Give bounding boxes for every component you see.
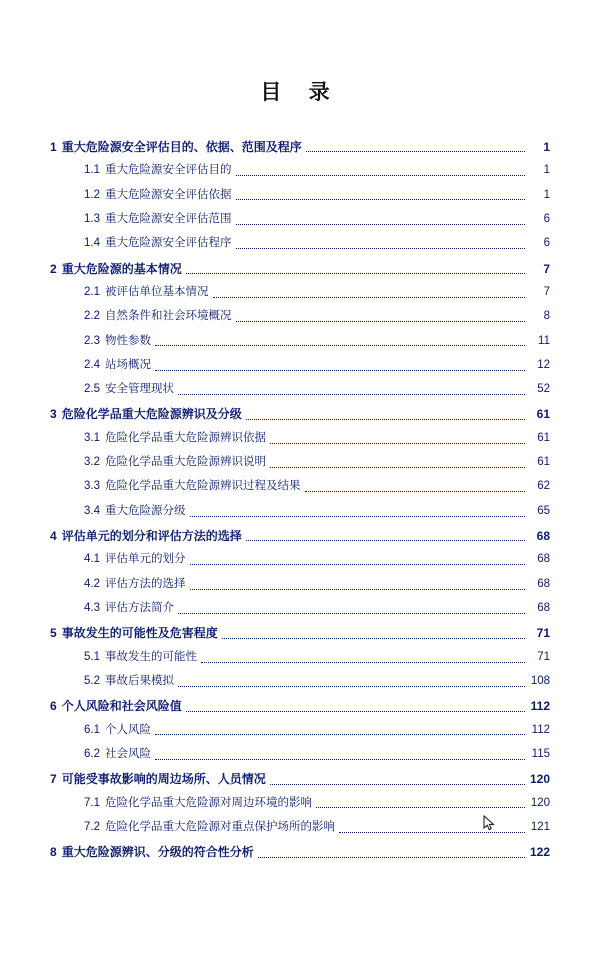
- toc-entry-number: 1.1: [84, 164, 100, 177]
- toc-entry[interactable]: [50, 359, 550, 373]
- toc-entry-page: 11: [538, 334, 550, 347]
- toc-leader-dots: [178, 685, 525, 687]
- toc-leader-dots: [246, 418, 525, 420]
- toc-entry[interactable]: [50, 772, 550, 786]
- toc-entry-label: 危险化学品重大危险源对重点保护场所的影响: [105, 820, 335, 833]
- toc-leader-dots: [222, 637, 525, 639]
- toc-entry-number: 6.2: [84, 747, 100, 760]
- toc-entry-label: 重大危险源安全评估目的、依据、范围及程序: [61, 140, 302, 154]
- toc-entry[interactable]: [50, 699, 550, 713]
- toc-entry-label: 被评估单位基本情况: [105, 285, 209, 298]
- toc-leader-dots: [186, 272, 525, 274]
- toc-entry-page: 122: [529, 845, 550, 860]
- toc-entry-label: 安全管理现状: [105, 383, 174, 396]
- toc-entry[interactable]: [50, 626, 550, 640]
- toc-entry[interactable]: [50, 845, 550, 859]
- toc-entry-number: 4.1: [84, 553, 100, 566]
- toc-entry[interactable]: [50, 432, 550, 446]
- toc-entry-label: 危险化学品重大危险源辨识过程及结果: [105, 480, 301, 493]
- toc-entry-page: 6: [543, 212, 550, 225]
- toc-leader-dots: [339, 831, 525, 833]
- toc-entry-page: 61: [536, 407, 550, 422]
- toc-entry-page: 115: [531, 747, 550, 760]
- toc-entry[interactable]: [50, 407, 550, 421]
- toc-entry[interactable]: [50, 529, 550, 543]
- toc-leader-dots: [155, 369, 525, 371]
- toc-entry-page: 71: [537, 650, 550, 663]
- toc-entry-label: 评估单元的划分: [105, 553, 186, 566]
- toc-entry-label: 个人风险: [105, 723, 151, 736]
- toc-entry[interactable]: [50, 456, 550, 470]
- toc-entry[interactable]: [50, 797, 550, 811]
- toc-entry-page: 121: [530, 820, 550, 833]
- toc-entry[interactable]: [50, 140, 550, 154]
- toc-leader-dots: [186, 710, 525, 712]
- toc-entry-page: 112: [531, 723, 550, 736]
- toc-entry[interactable]: [50, 335, 550, 349]
- toc-entry[interactable]: [50, 821, 550, 835]
- toc-entry-label: 评估单元的划分和评估方法的选择: [61, 529, 242, 544]
- toc-entry-number: 2.1: [84, 285, 100, 298]
- toc-entry-number: 4.3: [84, 602, 100, 615]
- toc-entry-page: 12: [537, 358, 550, 371]
- toc-leader-dots: [270, 466, 525, 468]
- toc-entry-page: 112: [530, 699, 550, 714]
- toc-entry-number: 8: [50, 845, 57, 860]
- toc-leader-dots: [270, 783, 525, 785]
- toc-entry-page: 68: [537, 602, 550, 615]
- toc-leader-dots: [178, 393, 525, 395]
- toc-entry-page: 6: [543, 237, 550, 250]
- toc-entry[interactable]: [50, 189, 550, 203]
- toc-entry-number: 2.4: [84, 358, 100, 371]
- toc-leader-dots: [155, 733, 525, 735]
- toc-leader-dots: [190, 515, 526, 517]
- toc-entry[interactable]: [50, 553, 550, 567]
- toc-entry-page: 8: [543, 310, 550, 323]
- toc-entry-number: 3.2: [84, 456, 100, 469]
- toc-entry-page: 71: [536, 626, 550, 641]
- toc-entry-label: 危险化学品重大危险源辨识及分级: [61, 407, 242, 422]
- toc-entry-label: 重大危险源安全评估程序: [105, 237, 232, 250]
- toc-entry-page: 61: [537, 456, 550, 469]
- toc-entry-number: 5.2: [84, 675, 100, 687]
- toc-entry-page: 68: [536, 529, 550, 544]
- toc-leader-dots: [236, 223, 526, 225]
- toc-entry-page: 68: [537, 577, 550, 590]
- toc-entry-number: 1.4: [84, 237, 100, 250]
- toc-entry-label: 危险化学品重大危险源对周边环境的影响: [105, 796, 312, 809]
- toc-entry-label: 重大危险源安全评估范围: [105, 212, 232, 225]
- toc-entry-label: 危险化学品重大危险源辨识依据: [105, 431, 266, 444]
- toc-entry-page: 120: [529, 772, 550, 787]
- toc-entry-number: 4.2: [84, 577, 100, 590]
- toc-entry-label: 个人风险和社会风险值: [61, 699, 182, 714]
- toc-entry-page: 65: [537, 504, 550, 517]
- toc-entry-number: 6.1: [84, 723, 100, 736]
- toc-leader-dots: [270, 442, 525, 444]
- toc-entry-label: 评估方法的选择: [105, 577, 186, 590]
- page-title: 目 录: [260, 79, 340, 104]
- toc-entry-number: 4: [50, 529, 57, 544]
- toc-entry-label: 事故发生的可能性及危害程度: [61, 626, 218, 641]
- toc-entry-page: 62: [537, 480, 550, 493]
- toc-leader-dots: [306, 150, 525, 152]
- toc-leader-dots: [236, 198, 526, 200]
- toc-entry-label: 站场概况: [105, 358, 151, 371]
- toc-entry-number: 5.1: [84, 650, 100, 663]
- toc-leader-dots: [305, 490, 526, 492]
- toc-entry-number: 5: [50, 626, 57, 641]
- toc-leader-dots: [190, 588, 526, 590]
- toc-leader-dots: [236, 247, 526, 249]
- toc-entry[interactable]: [50, 262, 550, 276]
- toc-entry-label: 重大危险源辨识、分级的符合性分析: [61, 845, 254, 860]
- toc-entry-page: 68: [537, 553, 550, 566]
- toc-entry[interactable]: [50, 578, 550, 592]
- toc-entry-number: 7.2: [84, 820, 100, 833]
- toc-entry-number: 2.3: [84, 334, 100, 347]
- toc-entry-page: 7: [543, 261, 550, 276]
- toc-entry-label: 社会风险: [105, 747, 151, 760]
- toc-entry-label: 物性参数: [105, 334, 151, 347]
- toc-entry[interactable]: [50, 286, 550, 300]
- toc-entry-page: 52: [537, 383, 550, 396]
- toc-leader-dots: [155, 758, 525, 760]
- toc-entry[interactable]: [50, 164, 550, 178]
- toc-leader-dots: [236, 320, 526, 322]
- toc-entry-page: 61: [537, 431, 550, 444]
- toc-entry-label: 重大危险源的基本情况: [61, 261, 182, 276]
- toc-leader-dots: [178, 612, 525, 614]
- toc-entry-page: 7: [543, 285, 550, 298]
- toc-entry[interactable]: [50, 675, 550, 689]
- toc-leader-dots: [201, 661, 525, 663]
- toc-leader-dots: [316, 806, 525, 808]
- toc-entry-label: 危险化学品重大危险源辨识说明: [105, 456, 266, 469]
- toc-entry-number: 7: [50, 772, 57, 787]
- toc-entry-label: 自然条件和社会环境概况: [105, 310, 232, 323]
- table-of-contents: [50, 140, 550, 860]
- toc-entry[interactable]: [50, 724, 550, 738]
- toc-entry-number: 3.4: [84, 504, 100, 517]
- toc-entry-number: 3.3: [84, 480, 100, 493]
- toc-entry-number: 2: [50, 261, 57, 276]
- toc-entry[interactable]: [50, 310, 550, 324]
- toc-leader-dots: [236, 174, 526, 176]
- toc-entry-page: 120: [530, 796, 550, 809]
- toc-leader-dots: [213, 296, 526, 298]
- toc-leader-dots: [155, 344, 525, 346]
- toc-entry[interactable]: [50, 237, 550, 251]
- toc-entry[interactable]: [50, 602, 550, 616]
- toc-entry-page: 108: [530, 675, 550, 687]
- toc-entry-number: 2.2: [84, 310, 100, 323]
- toc-entry-label: 重大危险源分级: [105, 504, 186, 517]
- toc-entry[interactable]: [50, 748, 550, 762]
- toc-entry-label: 重大危险源安全评估依据: [105, 188, 232, 201]
- toc-entry-number: 3: [50, 407, 57, 422]
- toc-entry[interactable]: [50, 480, 550, 494]
- toc-entry-number: 7.1: [84, 796, 100, 809]
- toc-entry-page: 1: [543, 164, 550, 177]
- toc-entry[interactable]: [50, 505, 550, 519]
- toc-entry-page: 1: [543, 140, 550, 154]
- toc-entry[interactable]: [50, 383, 550, 397]
- toc-leader-dots: [258, 856, 525, 858]
- toc-entry-label: 事故发生的可能性: [105, 650, 197, 663]
- toc-entry-number: 1: [50, 140, 57, 154]
- toc-entry-label: 可能受事故影响的周边场所、人员情况: [61, 772, 266, 787]
- toc-entry-label: 重大危险源安全评估目的: [105, 164, 232, 177]
- toc-entry[interactable]: [50, 651, 550, 665]
- toc-entry-number: 1.3: [84, 212, 100, 225]
- toc-entry-label: 评估方法简介: [105, 602, 174, 615]
- toc-entry-page: 1: [543, 188, 550, 201]
- toc-entry-number: 2.5: [84, 383, 100, 396]
- toc-entry-number: 3.1: [84, 431, 100, 444]
- toc-leader-dots: [190, 563, 526, 565]
- toc-entry-label: 事故后果模拟: [105, 675, 174, 687]
- toc-leader-dots: [246, 539, 525, 541]
- toc-entry-number: 1.2: [84, 188, 100, 201]
- toc-entry[interactable]: [50, 213, 550, 227]
- toc-entry-number: 6: [50, 699, 57, 714]
